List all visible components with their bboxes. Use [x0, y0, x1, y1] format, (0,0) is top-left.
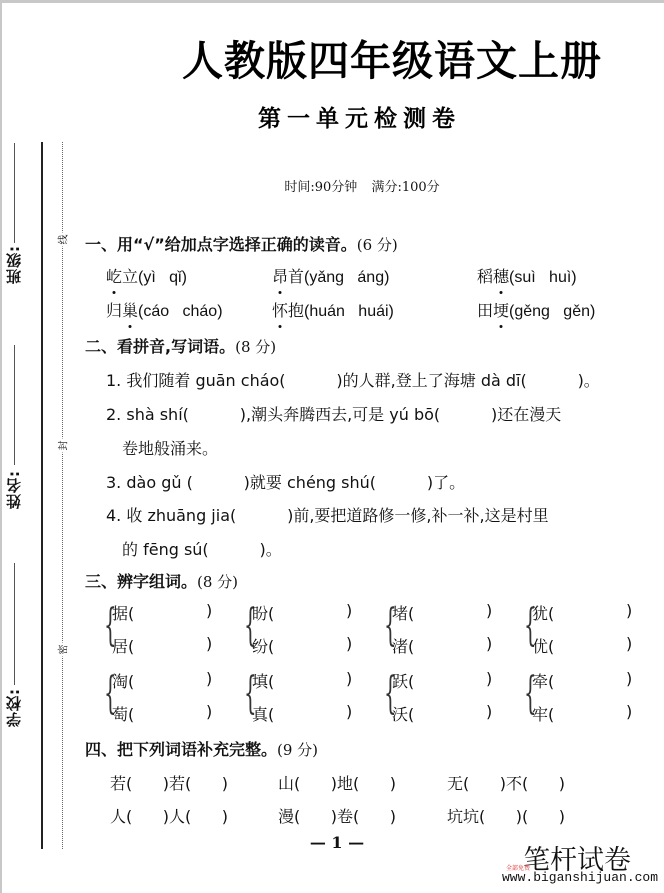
page-title: 人教版四年级语文上册	[182, 37, 602, 85]
close-paren: )	[626, 669, 633, 688]
pinyin-options: (suì huì)	[509, 269, 577, 286]
char-prompt: 淘(	[112, 672, 135, 691]
s1-item-3[interactable]	[477, 264, 577, 287]
s4-item-3[interactable]: 无( )不( )	[447, 774, 566, 793]
s3-group-4-top[interactable]	[532, 601, 633, 624]
s3-group-6-top[interactable]	[252, 669, 353, 692]
name-fill-line[interactable]	[14, 345, 15, 465]
item-text: 田	[477, 301, 494, 320]
page-number: — 1 —	[309, 833, 365, 852]
brace-icon: {	[384, 600, 397, 651]
section-1-title: 一、用“√”给加点字选择正确的读音。	[85, 235, 357, 254]
section-2-points: (8 分)	[235, 338, 277, 356]
binding-solid-line	[41, 142, 43, 849]
char-prompt: 优(	[532, 637, 555, 656]
s1-item-5[interactable]	[272, 298, 394, 321]
close-paren: )	[626, 601, 633, 620]
dotted-char: 昂	[272, 264, 288, 287]
full-score: 满分:100分	[371, 180, 440, 195]
s4-item-2[interactable]: 山( )地( )	[278, 774, 397, 793]
s2-question-1[interactable]: 1. 我们随着 guān cháo( )的人群,登上了海塘 dà dī( )。	[106, 371, 600, 390]
s1-item-1[interactable]	[106, 264, 187, 287]
exam-meta	[0, 176, 664, 195]
close-paren: )	[626, 702, 633, 721]
char-prompt: 居(	[112, 637, 135, 656]
item-text: 归	[106, 301, 123, 320]
section-4-title: 四、把下列词语补充完整。	[85, 740, 278, 759]
s1-item-2[interactable]	[272, 264, 389, 287]
section-4-heading	[85, 737, 318, 760]
s3-group-6-bottom[interactable]	[252, 702, 353, 725]
s2-question-4-cont[interactable]: 的 fēng sú( )。	[122, 540, 282, 559]
close-paren: )	[206, 669, 213, 688]
watermark-url[interactable]: www.biganshijuan.com	[502, 870, 659, 885]
s3-group-3-top[interactable]	[392, 601, 493, 624]
char-prompt: 牢(	[532, 705, 555, 724]
close-paren: )	[206, 634, 213, 653]
seal-mark-seal: 封	[55, 439, 70, 453]
s3-group-1-top[interactable]	[112, 601, 213, 624]
school-fill-line[interactable]	[14, 563, 15, 685]
pinyin-options: (huán huái)	[304, 303, 394, 320]
s3-group-8-top[interactable]	[532, 669, 633, 692]
section-1-points: (6 分)	[356, 236, 398, 254]
s2-question-4[interactable]: 4. 收 zhuāng jia( )前,要把道路修一修,补一补,这是村里	[106, 506, 549, 525]
dotted-char: 巢	[122, 298, 138, 321]
close-paren: )	[626, 634, 633, 653]
close-paren: )	[346, 634, 353, 653]
brace-icon: {	[524, 668, 537, 719]
s1-item-4[interactable]	[106, 298, 223, 321]
brace-icon: {	[104, 668, 117, 719]
close-paren: )	[346, 601, 353, 620]
close-paren: )	[206, 702, 213, 721]
s3-group-3-bottom[interactable]	[392, 634, 493, 657]
seal-mark-secret: 密	[55, 643, 70, 657]
binding-dotted-line	[62, 142, 63, 849]
section-3-heading	[85, 569, 238, 592]
pinyin-options: (cáo cháo)	[138, 303, 223, 320]
brace-icon: {	[244, 600, 257, 651]
watermark-title: 笔杆试卷	[523, 845, 631, 876]
close-paren: )	[206, 601, 213, 620]
s3-group-5-top[interactable]	[112, 669, 213, 692]
close-paren: )	[486, 601, 493, 620]
s2-question-3[interactable]: 3. dào gǔ ( )就要 chéng shú( )了。	[106, 473, 466, 492]
s2-question-2-cont: 卷地般涌来。	[122, 439, 219, 458]
name-label: 姓名:	[5, 470, 23, 509]
section-3-title: 三、辨字组词。	[85, 572, 198, 591]
page-subtitle: 第一单元检测卷	[258, 105, 461, 132]
item-text: 立	[122, 267, 139, 286]
pinyin-options: (yǎng áng)	[304, 269, 390, 286]
s2-question-2[interactable]: 2. shà shí( ),潮头奔腾西去,可是 yú bō( )还在漫天	[106, 405, 562, 424]
brace-icon: {	[384, 668, 397, 719]
char-prompt: 牵(	[532, 672, 555, 691]
section-2-heading	[85, 334, 276, 357]
close-paren: )	[486, 702, 493, 721]
s3-group-7-top[interactable]	[392, 669, 493, 692]
item-text: 首	[288, 267, 305, 286]
close-paren: )	[346, 702, 353, 721]
section-1-heading	[85, 232, 398, 255]
school-label: 学校:	[5, 688, 23, 727]
char-prompt: 填(	[252, 672, 275, 691]
char-prompt: 据(	[112, 604, 135, 623]
brace-icon: {	[244, 668, 257, 719]
page-top-border	[0, 0, 664, 3]
s3-group-4-bottom[interactable]	[532, 634, 633, 657]
char-prompt: 堵(	[392, 604, 415, 623]
brace-icon: {	[104, 600, 117, 651]
char-prompt: 真(	[252, 705, 275, 724]
char-prompt: 盼(	[252, 604, 275, 623]
s4-item-6[interactable]: 坑坑( )( )	[447, 807, 566, 826]
time-limit: 时间:90分钟	[284, 180, 358, 195]
s3-group-5-bottom[interactable]	[112, 702, 213, 725]
s3-group-2-bottom[interactable]	[252, 634, 353, 657]
s3-group-2-top[interactable]	[252, 601, 353, 624]
section-2-title: 二、看拼音,写词语。	[85, 337, 236, 356]
s4-item-5[interactable]: 漫( )卷( )	[278, 807, 397, 826]
s1-item-6[interactable]	[477, 298, 595, 321]
char-prompt: 渚(	[392, 637, 415, 656]
item-text: 稻	[477, 267, 494, 286]
close-paren: )	[346, 669, 353, 688]
watermark-free-badge: 全部免费	[506, 865, 531, 872]
close-paren: )	[486, 669, 493, 688]
item-text: 抱	[288, 301, 305, 320]
s4-item-4[interactable]: 人( )人( )	[110, 807, 229, 826]
dotted-char: 埂	[493, 298, 509, 321]
s4-item-1[interactable]: 若( )若( )	[110, 774, 229, 793]
close-paren: )	[486, 634, 493, 653]
char-prompt: 沃(	[392, 705, 415, 724]
seal-mark-line: 线	[55, 233, 70, 247]
char-prompt: 纷(	[252, 637, 275, 656]
pinyin-options: (gěng gěn)	[509, 303, 596, 320]
pinyin-options: (yì qǐ)	[138, 269, 187, 286]
s3-group-1-bottom[interactable]	[112, 634, 213, 657]
class-fill-line	[14, 143, 15, 243]
char-prompt: 萄(	[112, 705, 135, 724]
char-prompt: 跃(	[392, 672, 415, 691]
dotted-char: 穗	[493, 264, 509, 287]
s3-group-7-bottom[interactable]	[392, 702, 493, 725]
dotted-char: 屹	[106, 264, 122, 287]
section-4-points: (9 分)	[277, 741, 319, 759]
section-3-points: (8 分)	[197, 573, 239, 591]
s3-group-8-bottom[interactable]	[532, 702, 633, 725]
class-label: 班级:	[5, 245, 23, 284]
brace-icon: {	[524, 600, 537, 651]
dotted-char: 怀	[272, 298, 288, 321]
char-prompt: 犹(	[532, 604, 555, 623]
page-left-border	[0, 0, 2, 893]
